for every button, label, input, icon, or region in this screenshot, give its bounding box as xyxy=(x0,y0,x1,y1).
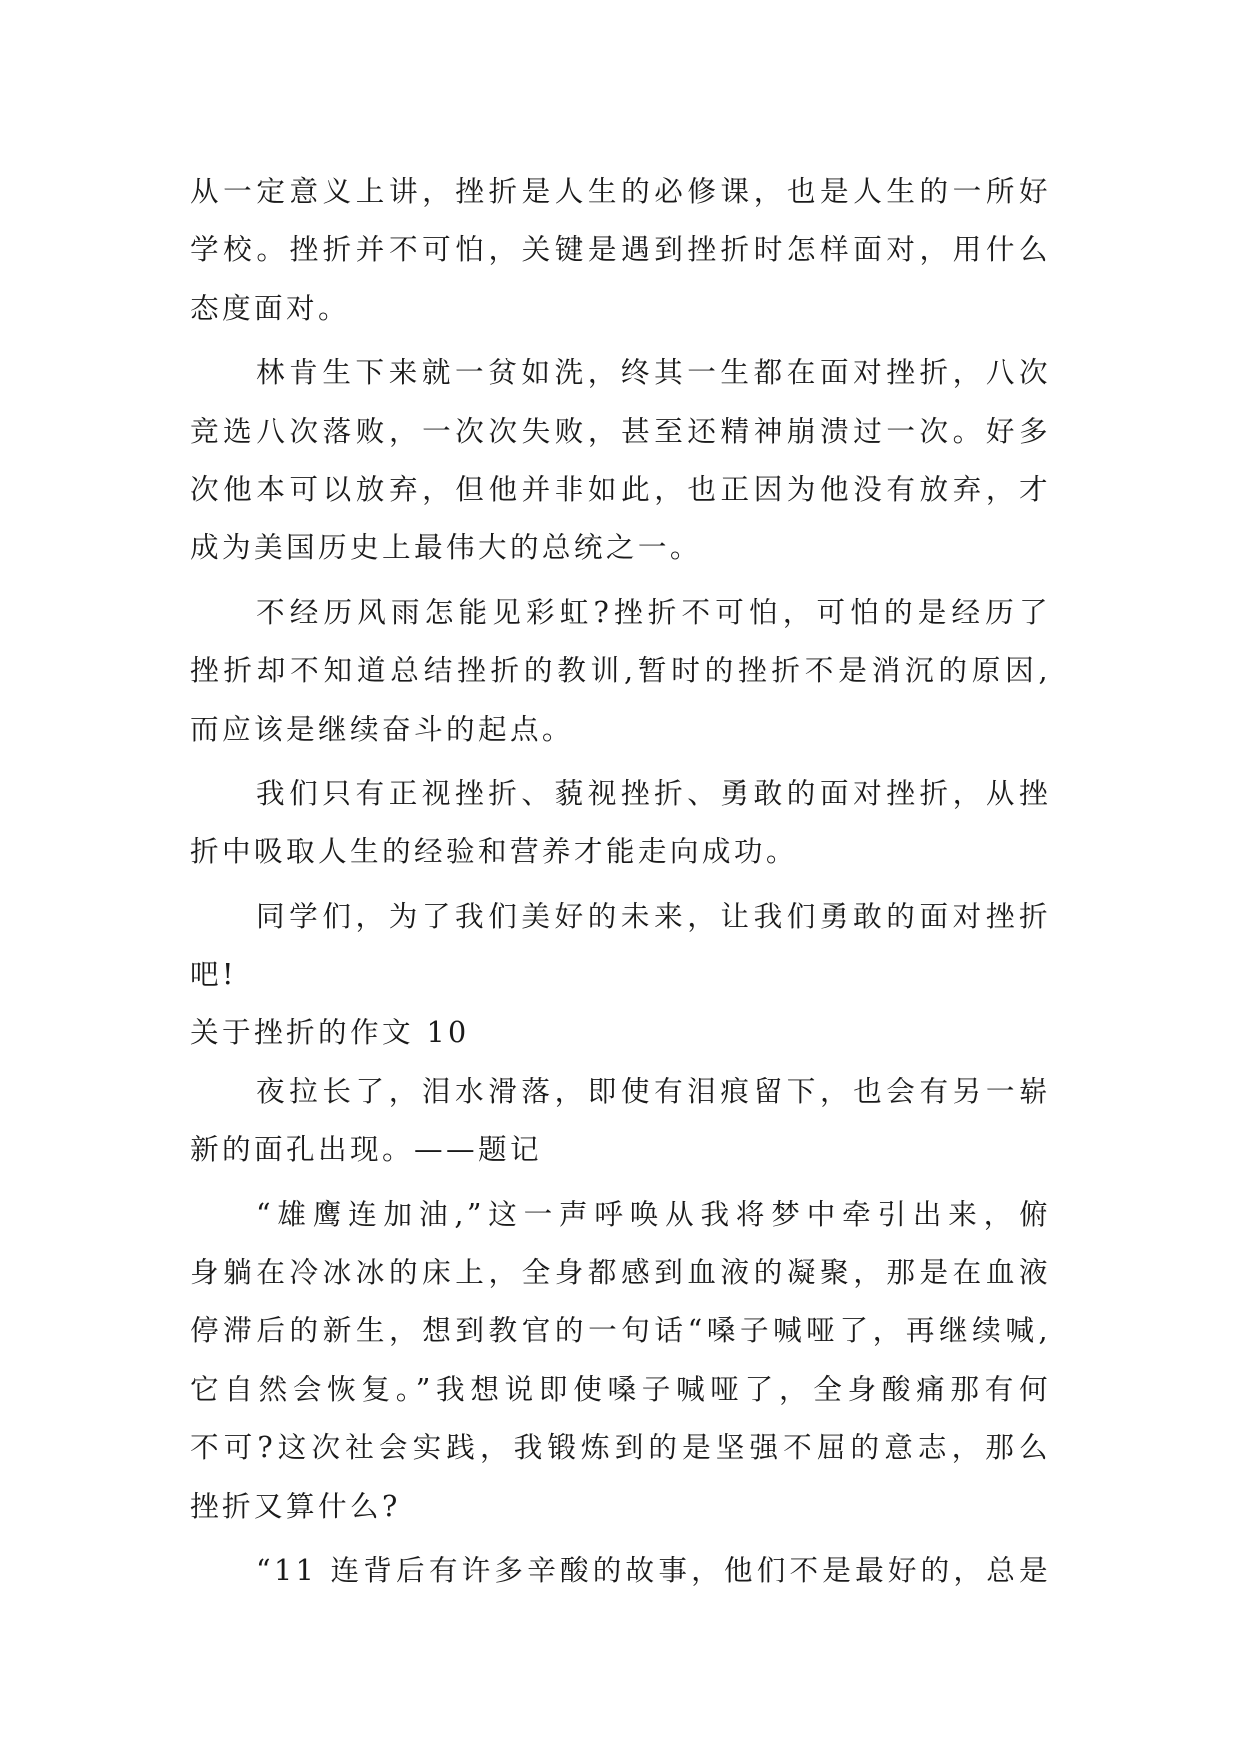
text-line: “11 连背后有许多辛酸的故事，他们不是最好的，总是 xyxy=(256,1552,1051,1587)
text-line: 次他本可以放弃，但他并非如此，也正因为他没有放弃，才 xyxy=(190,471,1051,506)
text-line: “雄鹰连加油,”这一声呼唤从我将梦中牵引出来，俯 xyxy=(256,1196,1051,1231)
text-line: 我们只有正视挫折、藐视挫折、勇敢的面对挫折，从挫 xyxy=(256,775,1051,810)
text-line: 停滞后的新生，想到教官的一句话“嗓子喊哑了，再继续喊, xyxy=(190,1313,1051,1348)
text-line: 夜拉长了，泪水滑落，即使有泪痕留下，也会有另一崭 xyxy=(256,1073,1051,1108)
text-line: 挫折又算什么? xyxy=(190,1488,401,1523)
heading-line: 关于挫折的作文 10 xyxy=(190,1015,470,1050)
text-line: 而应该是继续奋斗的起点。 xyxy=(190,711,574,746)
paragraph xyxy=(190,1062,1051,1179)
text-line: 态度面对。 xyxy=(190,290,350,325)
text-line: 身躺在冷冰冰的床上，全身都感到血液的凝聚，那是在血液 xyxy=(190,1255,1051,1290)
paragraph xyxy=(190,583,1051,758)
text-line: 同学们，为了我们美好的未来，让我们勇敢的面对挫折 xyxy=(256,898,1051,933)
text-line: 竞选八次落败，一次次失败，甚至还精神崩溃过一次。好多 xyxy=(190,413,1051,448)
paragraph xyxy=(190,162,1051,337)
paragraph xyxy=(190,1541,1051,1599)
paragraph xyxy=(190,1185,1051,1535)
text-line: 学校。挫折并不可怕，关键是遇到挫折时怎样面对，用什么 xyxy=(190,232,1051,267)
text-line: 它自然会恢复。”我想说即使嗓子喊哑了，全身酸痛那有何 xyxy=(190,1371,1051,1406)
paragraph xyxy=(190,343,1051,577)
text-line: 吧! xyxy=(190,957,237,992)
text-line: 挫折却不知道总结挫折的教训,暂时的挫折不是消沉的原因, xyxy=(190,653,1051,688)
text-line: 不经历风雨怎能见彩虹?挫折不可怕，可怕的是经历了 xyxy=(256,594,1051,629)
paragraph xyxy=(190,887,1051,1004)
text-line: 成为美国历史上最伟大的总统之一。 xyxy=(190,530,702,565)
section-heading xyxy=(190,1003,1051,1061)
text-line: 从一定意义上讲，挫折是人生的必修课，也是人生的一所好 xyxy=(190,174,1051,208)
body-text xyxy=(190,162,1051,1599)
paragraph xyxy=(190,764,1051,881)
text-line: 不可?这次社会实践，我锻炼到的是坚强不屈的意志，那么 xyxy=(190,1430,1051,1465)
text-line: 折中吸取人生的经验和营养才能走向成功。 xyxy=(190,834,798,869)
text-line: 林肯生下来就一贫如洗，终其一生都在面对挫折，八次 xyxy=(256,355,1051,390)
text-line: 新的面孔出现。——题记 xyxy=(190,1132,542,1167)
